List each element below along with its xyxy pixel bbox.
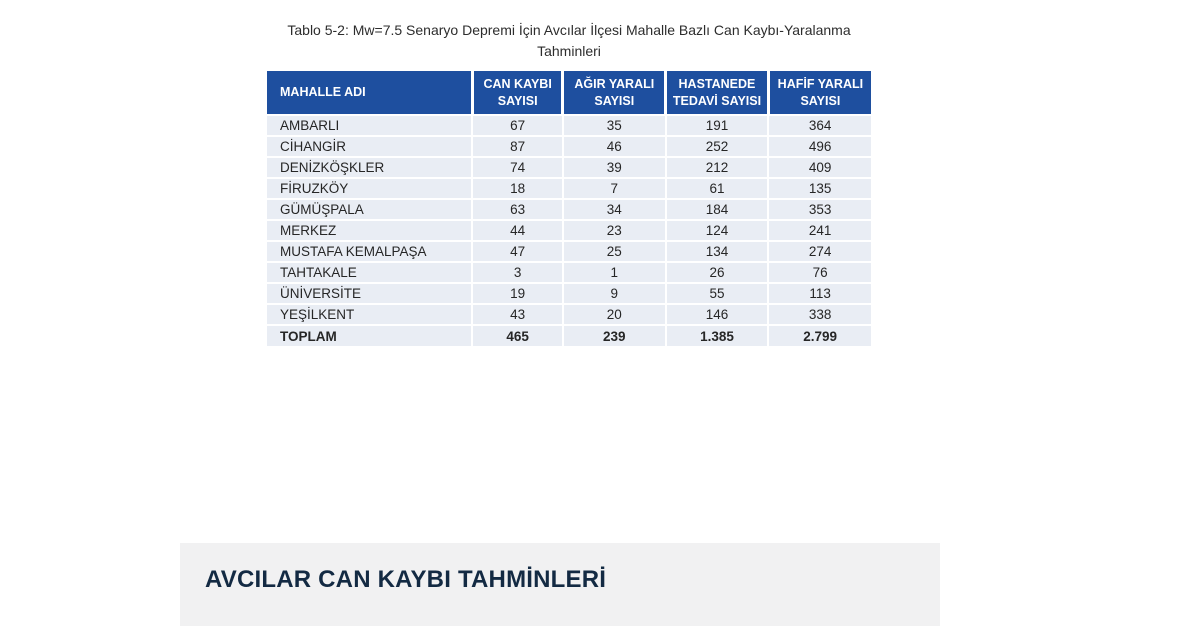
table-row bbox=[267, 136, 871, 157]
column-header-hastanede: HASTANEDE TEDAVİ SAYISI bbox=[666, 71, 769, 115]
cell-can-kaybi: 465 bbox=[472, 325, 563, 346]
cell-hafif-yarali: 135 bbox=[768, 178, 871, 199]
column-header-agir-yarali: AĞIR YARALI SAYISI bbox=[563, 71, 666, 115]
table-caption-line1: Tablo 5-2: Mw=7.5 Senaryo Depremi İçin Avcılar İlçesi Mahalle Bazlı Can Kaybı-Yaralanma bbox=[287, 22, 851, 38]
table-row bbox=[267, 262, 871, 283]
cell-hastanede: 134 bbox=[666, 241, 769, 262]
table-row bbox=[267, 178, 871, 199]
cell-hafif-yarali: 2.799 bbox=[768, 325, 871, 346]
cell-hastanede: 212 bbox=[666, 157, 769, 178]
table-row bbox=[267, 220, 871, 241]
cell-agir-yarali: 239 bbox=[563, 325, 666, 346]
cell-hafif-yarali: 409 bbox=[768, 157, 871, 178]
column-header-hafif-yarali: HAFİF YARALI SAYISI bbox=[768, 71, 871, 115]
cell-total-label: TOPLAM bbox=[267, 325, 472, 346]
cell-can-kaybi: 18 bbox=[472, 178, 563, 199]
column-header-can-kaybi: CAN KAYBI SAYISI bbox=[472, 71, 563, 115]
cell-hastanede: 191 bbox=[666, 115, 769, 136]
table-row bbox=[267, 241, 871, 262]
cell-agir-yarali: 25 bbox=[563, 241, 666, 262]
cell-agir-yarali: 9 bbox=[563, 283, 666, 304]
cell-hafif-yarali: 113 bbox=[768, 283, 871, 304]
cell-hastanede: 124 bbox=[666, 220, 769, 241]
cell-hafif-yarali: 353 bbox=[768, 199, 871, 220]
cell-can-kaybi: 67 bbox=[472, 115, 563, 136]
cell-agir-yarali: 34 bbox=[563, 199, 666, 220]
cell-hastanede: 1.385 bbox=[666, 325, 769, 346]
cell-can-kaybi: 3 bbox=[472, 262, 563, 283]
cell-can-kaybi: 74 bbox=[472, 157, 563, 178]
cell-agir-yarali: 1 bbox=[563, 262, 666, 283]
cell-agir-yarali: 7 bbox=[563, 178, 666, 199]
article-headline: AVCILAR CAN KAYBI TAHMİNLERİ bbox=[205, 565, 607, 593]
cell-neighborhood: CİHANGİR bbox=[267, 136, 472, 157]
cell-can-kaybi: 87 bbox=[472, 136, 563, 157]
cell-hastanede: 61 bbox=[666, 178, 769, 199]
table-caption bbox=[267, 20, 871, 62]
cell-hastanede: 55 bbox=[666, 283, 769, 304]
cell-neighborhood: MERKEZ bbox=[267, 220, 472, 241]
cell-hastanede: 184 bbox=[666, 199, 769, 220]
cell-can-kaybi: 47 bbox=[472, 241, 563, 262]
cell-hafif-yarali: 76 bbox=[768, 262, 871, 283]
cell-neighborhood: MUSTAFA KEMALPAŞA bbox=[267, 241, 472, 262]
cell-agir-yarali: 20 bbox=[563, 304, 666, 325]
column-header-mahalle-adi: MAHALLE ADI bbox=[267, 71, 472, 115]
cell-can-kaybi: 63 bbox=[472, 199, 563, 220]
cell-agir-yarali: 23 bbox=[563, 220, 666, 241]
cell-can-kaybi: 19 bbox=[472, 283, 563, 304]
casualty-table bbox=[267, 71, 871, 346]
cell-can-kaybi: 43 bbox=[472, 304, 563, 325]
cell-hafif-yarali: 496 bbox=[768, 136, 871, 157]
table-row bbox=[267, 199, 871, 220]
cell-agir-yarali: 35 bbox=[563, 115, 666, 136]
cell-neighborhood: ÜNİVERSİTE bbox=[267, 283, 472, 304]
cell-hafif-yarali: 338 bbox=[768, 304, 871, 325]
cell-neighborhood: DENİZKÖŞKLER bbox=[267, 157, 472, 178]
table-header-row bbox=[267, 71, 871, 115]
table-row bbox=[267, 115, 871, 136]
cell-agir-yarali: 46 bbox=[563, 136, 666, 157]
cell-hastanede: 252 bbox=[666, 136, 769, 157]
cell-neighborhood: FİRUZKÖY bbox=[267, 178, 472, 199]
cell-hafif-yarali: 274 bbox=[768, 241, 871, 262]
cell-hastanede: 146 bbox=[666, 304, 769, 325]
cell-neighborhood: YEŞİLKENT bbox=[267, 304, 472, 325]
table-total-row bbox=[267, 325, 871, 346]
cell-hafif-yarali: 241 bbox=[768, 220, 871, 241]
cell-agir-yarali: 39 bbox=[563, 157, 666, 178]
casualty-table-container bbox=[267, 71, 871, 346]
table-row bbox=[267, 283, 871, 304]
cell-neighborhood: AMBARLI bbox=[267, 115, 472, 136]
table-row bbox=[267, 304, 871, 325]
cell-hastanede: 26 bbox=[666, 262, 769, 283]
cell-neighborhood: TAHTAKALE bbox=[267, 262, 472, 283]
headline-band bbox=[180, 543, 940, 626]
cell-hafif-yarali: 364 bbox=[768, 115, 871, 136]
table-row bbox=[267, 157, 871, 178]
table-caption-line2: Tahminleri bbox=[537, 43, 601, 59]
cell-neighborhood: GÜMÜŞPALA bbox=[267, 199, 472, 220]
cell-can-kaybi: 44 bbox=[472, 220, 563, 241]
